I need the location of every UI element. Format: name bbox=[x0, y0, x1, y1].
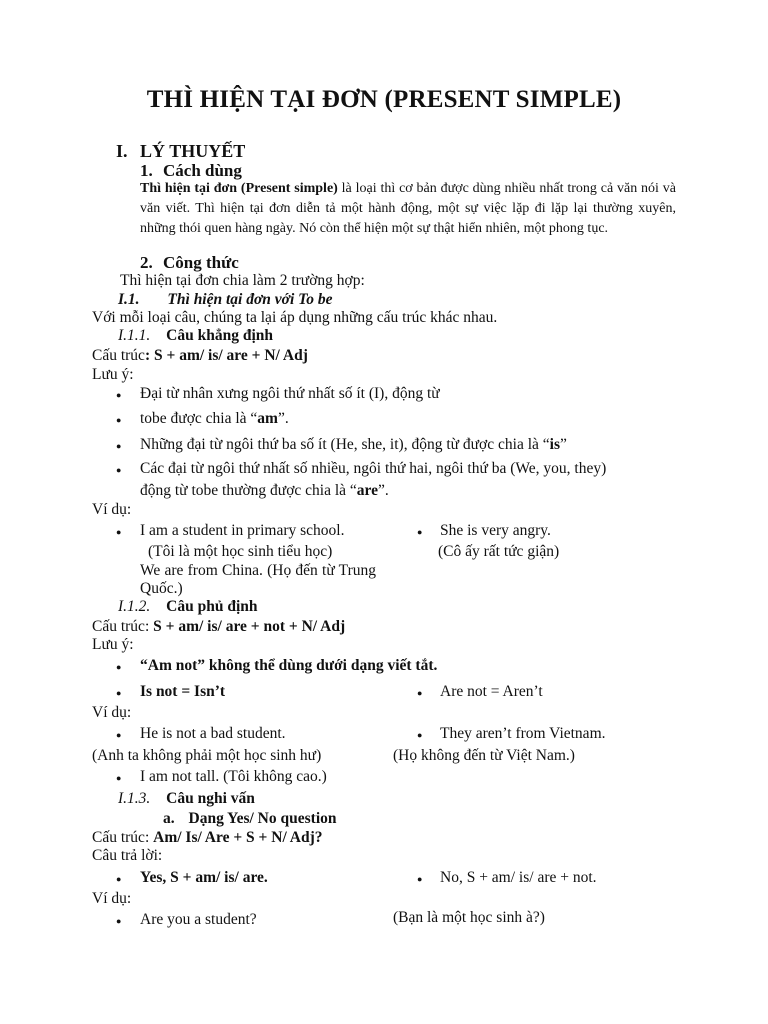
q-example-1-translation: (Bạn là một học sinh à?) bbox=[393, 909, 545, 926]
neg-example-1: He is not a bad student. bbox=[140, 725, 286, 742]
aff-note-1: Đại từ nhân xưng ngôi thứ nhất số ít (I), động từ bbox=[140, 385, 440, 402]
heading-i1 bbox=[118, 291, 332, 309]
usage-paragraph bbox=[140, 179, 676, 239]
formula-intro: Thì hiện tại đơn chia làm 2 trường hợp: bbox=[120, 272, 365, 289]
bullet-icon: ● bbox=[116, 415, 122, 425]
aff-example-1: I am a student in primary school. bbox=[140, 522, 345, 539]
section-label: LÝ THUYẾT bbox=[140, 141, 246, 161]
subsection-number: 1. bbox=[140, 161, 153, 180]
heading-i11 bbox=[118, 327, 273, 345]
usage-text: là loại thì cơ bản được dùng nhiều nhất trong cả văn nói và văn viết. Thì hiện tại đơn diễn tả một hành động, một sự việc lặp đi lặp lại thường xuyên, những thói quen hàng ngày. Nó còn thể hiện một sự thật hiển nhiên, một phong tục. bbox=[140, 181, 676, 236]
aff-example-1-translation: (Tôi là một học sinh tiểu học) bbox=[148, 543, 333, 560]
aff-note-3 bbox=[140, 436, 567, 454]
subsection-label: Cách dùng bbox=[163, 161, 242, 180]
neg-structure bbox=[92, 618, 345, 636]
emphasis: are bbox=[356, 482, 379, 499]
aff-note-2 bbox=[140, 410, 289, 428]
neg-example-3: I am not tall. (Tôi không cao.) bbox=[140, 768, 327, 785]
heading-number: I.1. bbox=[118, 291, 140, 308]
bullet-icon: ● bbox=[116, 730, 122, 740]
heading-i13 bbox=[118, 790, 255, 808]
bullet-icon: ● bbox=[116, 465, 122, 475]
aff-note-4-line2 bbox=[140, 482, 389, 500]
i1-intro: Với mỗi loại câu, chúng ta lại áp dụng những cấu trúc khác nhau. bbox=[92, 309, 498, 326]
q-example-1: Are you a student? bbox=[140, 911, 257, 928]
emphasis: is bbox=[549, 436, 560, 453]
structure-formula: : S + am/ is/ are + N/ Adj bbox=[144, 347, 308, 364]
aff-structure bbox=[92, 347, 308, 365]
q-structure bbox=[92, 829, 323, 847]
bullet-icon: ● bbox=[417, 730, 423, 740]
heading-number: I.1.2. bbox=[118, 598, 151, 615]
neg-note-label: Lưu ý: bbox=[92, 636, 134, 653]
aff-note-4-line1: Các đại từ ngôi thứ nhất số nhiều, ngôi thứ hai, ngôi thứ ba (We, you, they) bbox=[140, 460, 607, 477]
structure-label: Cấu trúc: bbox=[92, 618, 154, 635]
section-heading-1 bbox=[116, 141, 245, 162]
heading-label: Câu khẳng định bbox=[166, 327, 274, 344]
bullet-icon: ● bbox=[417, 874, 423, 884]
text: ” bbox=[559, 436, 567, 453]
bullet-icon: ● bbox=[116, 773, 122, 783]
aff-example-2: We are from China. (Họ đến từ Trung Quốc.) bbox=[140, 562, 376, 597]
subsection-heading-formula bbox=[140, 253, 239, 273]
subsection-number: 2. bbox=[140, 253, 153, 272]
emphasis: am bbox=[257, 410, 278, 427]
heading-number: I.1.1. bbox=[118, 327, 151, 344]
neg-example-1-translation: (Anh ta không phải một học sinh hư) bbox=[92, 747, 322, 764]
question-sub-a bbox=[163, 810, 337, 828]
heading-i12 bbox=[118, 598, 258, 616]
heading-number: I.1.3. bbox=[118, 790, 151, 807]
sub-number: a. bbox=[163, 810, 175, 827]
neg-note-3: Are not = Aren’t bbox=[440, 683, 543, 700]
page-title: THÌ HIỆN TẠI ĐƠN (PRESENT SIMPLE) bbox=[146, 86, 622, 113]
neg-example-2-translation: (Họ không đến từ Việt Nam.) bbox=[393, 747, 575, 764]
structure-formula: Am/ Is/ Are + S + N/ Adj? bbox=[153, 829, 323, 846]
q-answer-label: Câu trả lời: bbox=[92, 847, 163, 864]
q-answer-yes: Yes, S + am/ is/ are. bbox=[140, 869, 268, 886]
bullet-icon: ● bbox=[116, 390, 122, 400]
text: tobe được chia là “ bbox=[140, 410, 258, 427]
subsection-label: Công thức bbox=[163, 253, 239, 272]
structure-formula: S + am/ is/ are + not + N/ Adj bbox=[153, 618, 346, 635]
aff-example-3: She is very angry. bbox=[440, 522, 551, 539]
bullet-icon: ● bbox=[417, 527, 423, 537]
aff-example-label: Ví dụ: bbox=[92, 501, 132, 518]
bullet-icon: ● bbox=[116, 662, 122, 672]
q-answer-no: No, S + am/ is/ are + not. bbox=[440, 869, 597, 886]
section-number: I. bbox=[116, 141, 128, 161]
aff-example-3-translation: (Cô ấy rất tức giận) bbox=[438, 543, 560, 560]
heading-label: Câu phủ định bbox=[166, 598, 258, 615]
bullet-icon: ● bbox=[116, 441, 122, 451]
usage-lead: Thì hiện tại đơn (Present simple) bbox=[140, 181, 338, 196]
heading-label: Thì hiện tại đơn với To be bbox=[167, 291, 333, 308]
neg-example-label: Ví dụ: bbox=[92, 704, 132, 721]
aff-note-label: Lưu ý: bbox=[92, 366, 134, 383]
neg-note-2: Is not = Isn’t bbox=[140, 683, 226, 700]
q-example-label: Ví dụ: bbox=[92, 890, 132, 907]
text: ”. bbox=[277, 410, 289, 427]
sub-label: Dạng Yes/ No question bbox=[188, 810, 337, 827]
bullet-icon: ● bbox=[116, 874, 122, 884]
text: Những đại từ ngôi thứ ba số ít (He, she, it), động từ được chia là “ bbox=[140, 436, 550, 453]
text: động từ tobe thường được chia là “ bbox=[140, 482, 357, 499]
subsection-heading-usage bbox=[140, 161, 242, 181]
bullet-icon: ● bbox=[417, 688, 423, 698]
heading-label: Câu nghi vấn bbox=[166, 790, 255, 807]
structure-label: Cấu trúc bbox=[92, 347, 145, 364]
text: ”. bbox=[378, 482, 389, 499]
neg-note-1: “Am not” không thể dùng dưới dạng viết tắt. bbox=[140, 657, 438, 674]
bullet-icon: ● bbox=[116, 916, 122, 926]
structure-label: Cấu trúc: bbox=[92, 829, 154, 846]
neg-example-2: They aren’t from Vietnam. bbox=[440, 725, 606, 742]
bullet-icon: ● bbox=[116, 527, 122, 537]
bullet-icon: ● bbox=[116, 688, 122, 698]
